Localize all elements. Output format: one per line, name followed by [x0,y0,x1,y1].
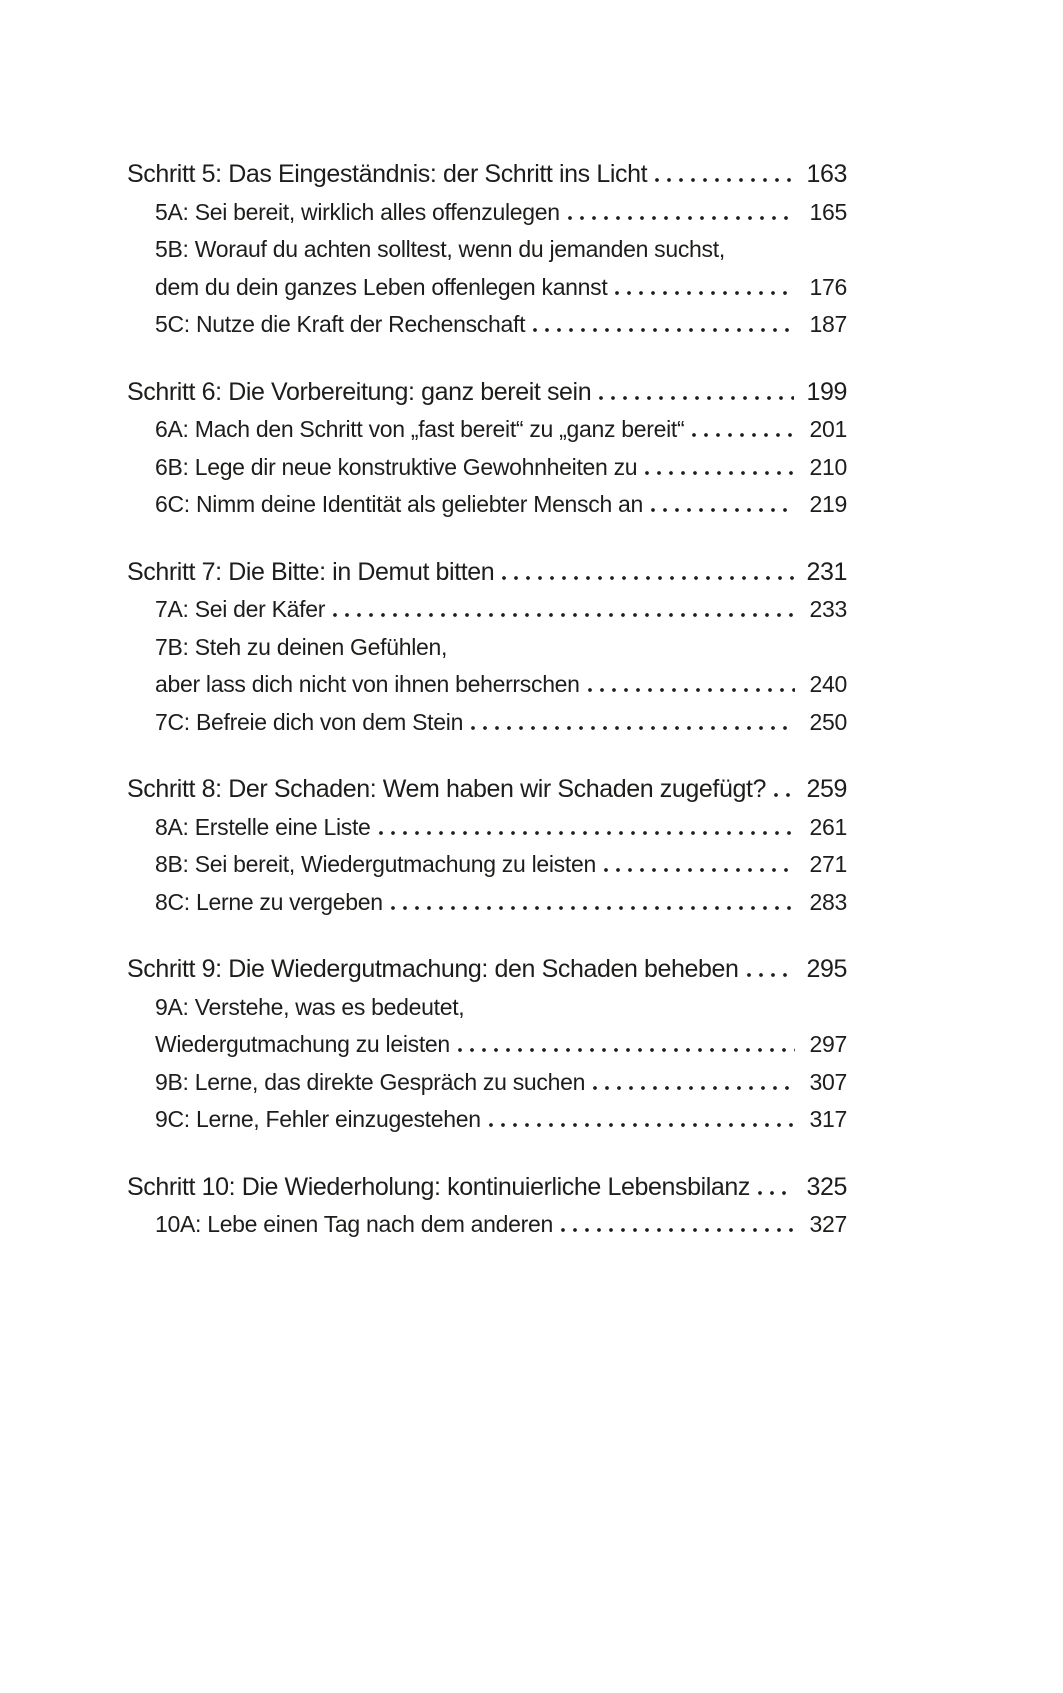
toc-row [127,771,847,809]
toc-row [127,156,847,194]
page-number: 233 [809,596,847,622]
toc-section [127,554,847,742]
page-number: 295 [806,955,847,983]
toc-row [127,1206,847,1244]
dot-leader [599,396,794,400]
toc-section [127,156,847,344]
toc-section [127,374,847,524]
chapter-title: Schritt 10: Die Wiederholung: kontinuierliche Lebensbilanz [127,1172,751,1201]
dot-leader [458,1048,795,1052]
dot-leader [502,576,794,580]
subentry-title: 8C: Lerne zu vergeben [155,888,383,915]
dot-leader [568,216,795,220]
toc-row [127,884,847,922]
dot-leader [471,726,795,730]
subentry-title: 5B: Worauf du achten solltest, wenn du jemanden suchst, [155,236,725,262]
subentry-title: 6A: Mach den Schritt von „fast bereit“ zu „ganz bereit“ [155,416,685,442]
page-number: 187 [809,311,847,337]
dot-leader [655,178,794,182]
dot-leader [758,1191,794,1195]
dot-leader [692,433,795,437]
subentry-title: Wiedergutmachung zu leisten [155,1031,450,1057]
toc-row [127,846,847,884]
toc-row [127,374,847,412]
page-number: 325 [806,1172,847,1201]
page-number: 317 [809,1106,847,1132]
subentry-title: 9C: Lerne, Fehler einzugestehen [155,1106,481,1132]
page-number: 199 [806,377,847,406]
page-number: 297 [809,1031,847,1057]
chapter-title: Schritt 7: Die Bitte: in Demut bitten [127,557,495,586]
dot-leader [379,831,795,835]
dot-leader [593,1086,795,1090]
dot-leader [588,688,795,692]
toc-section [127,1169,847,1244]
toc-row [127,554,847,592]
subentry-title: dem du dein ganzes Leben offenlegen kannst [155,273,608,300]
subentry-title: 5A: Sei bereit, wirklich alles offenzulegen [155,198,560,225]
page-number: 240 [809,671,847,697]
toc-row [127,411,847,449]
dot-leader [615,291,795,295]
toc-row [127,666,847,704]
toc-row [127,1026,847,1064]
toc-row [127,231,847,269]
subentry-title: 7B: Steh zu deinen Gefühlen, [155,633,448,660]
dot-leader [333,613,795,617]
page-number: 250 [809,708,847,735]
page-number: 210 [809,453,847,480]
subentry-title: 9B: Lerne, das direkte Gespräch zu suchen [155,1068,586,1095]
subentry-title: 5C: Nutze die Kraft der Rechenschaft [155,311,526,337]
subentry-title: 9A: Verstehe, was es bedeutet, [155,993,465,1020]
table-of-contents [127,156,847,1274]
subentry-title: 7C: Befreie dich von dem Stein [155,708,464,735]
page-number: 259 [806,775,847,803]
toc-row [127,1101,847,1139]
page-number: 219 [809,491,847,517]
toc-row [127,306,847,344]
toc-row [127,269,847,307]
chapter-title: Schritt 5: Das Eingeständnis: der Schritt ins Licht [127,160,648,188]
toc-row [127,194,847,232]
dot-leader [651,508,795,512]
page-number: 165 [809,198,847,225]
dot-leader [774,793,794,797]
chapter-title: Schritt 8: Der Schaden: Wem haben wir Schaden zugefügt? [127,775,767,803]
chapter-title: Schritt 9: Die Wiedergutmachung: den Schaden beheben [127,955,739,983]
page-number: 271 [809,851,847,877]
subentry-title: 6C: Nimm deine Identität als geliebter Mensch an [155,491,644,517]
page-number: 231 [806,557,847,586]
page-number: 283 [809,888,847,915]
toc-row [127,449,847,487]
subentry-title: 7A: Sei der Käfer [155,596,326,622]
dot-leader [533,328,795,332]
subentry-title: 10A: Lebe einen Tag nach dem anderen [155,1211,553,1237]
subentry-title: aber lass dich nicht von ihnen beherrschen [155,671,580,697]
dot-leader [645,471,795,475]
toc-row [127,951,847,989]
toc-row [127,1169,847,1207]
chapter-title: Schritt 6: Die Vorbereitung: ganz bereit sein [127,377,592,406]
subentry-title: 8A: Erstelle eine Liste [155,813,371,840]
dot-leader [747,973,795,977]
page-number: 327 [809,1211,847,1237]
page-number: 261 [809,813,847,840]
page-number: 307 [809,1068,847,1095]
dot-leader [489,1123,795,1127]
toc-section [127,951,847,1139]
dot-leader [561,1228,795,1232]
toc-row [127,629,847,667]
page-number: 176 [809,273,847,300]
subentry-title: 6B: Lege dir neue konstruktive Gewohnheiten zu [155,453,638,480]
toc-row [127,591,847,629]
page-number: 163 [806,160,847,188]
toc-row [127,809,847,847]
toc-row [127,989,847,1027]
toc-row [127,1064,847,1102]
toc-section [127,771,847,921]
toc-row [127,486,847,524]
page-number: 201 [809,416,847,442]
subentry-title: 8B: Sei bereit, Wiedergutmachung zu leisten [155,851,596,877]
toc-row [127,704,847,742]
dot-leader [391,906,795,910]
dot-leader [604,868,795,872]
